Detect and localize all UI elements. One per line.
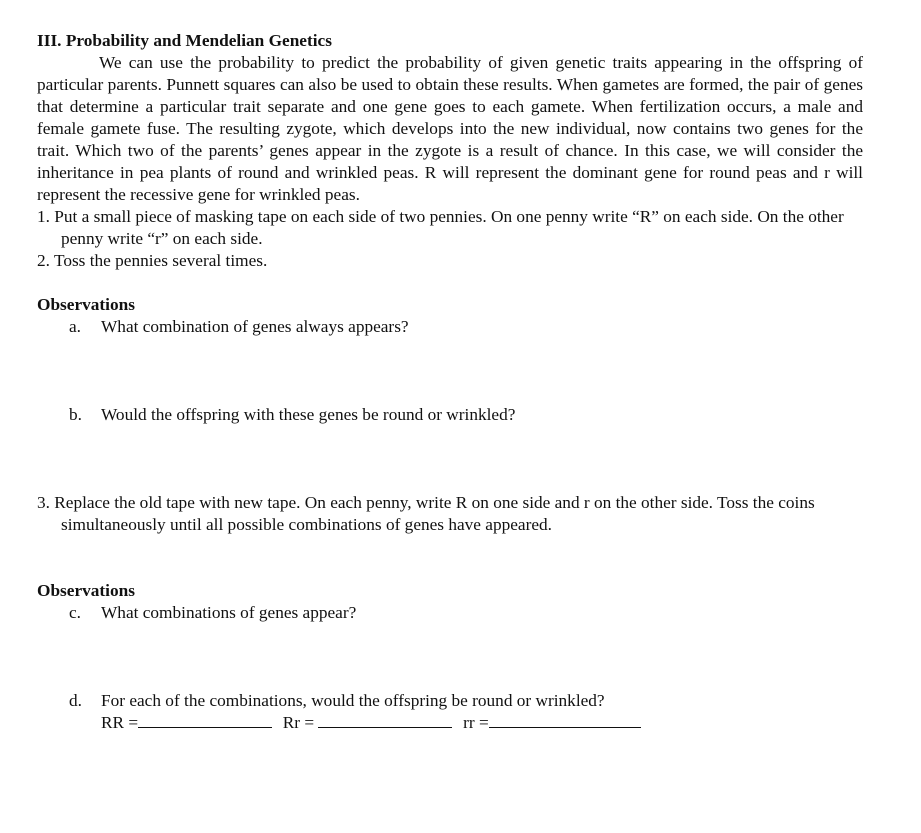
rr-lower-blank[interactable] [489, 712, 641, 728]
rr-upper-blank[interactable] [138, 712, 272, 728]
answer-space-c[interactable] [37, 624, 863, 690]
question-c-letter: c. [69, 603, 81, 622]
section-title: III. Probability and Mendelian Genetics [37, 31, 332, 50]
spacer [37, 536, 863, 580]
question-a-letter: a. [69, 317, 81, 336]
intro-paragraph: We can use the probability to predict the probability of given genetic traits appearing in the offspring of particular parents. Punnett squares can also be used to obtain these results. When gametes are formed, the pair of genes that determine a particular trait separate and one gene goes to each gamete. When fertilization occurs, a male and female gamete fuse. The resulting zygote, which develops into the new individual, now contains two genes for the trait. Which two of the parents’ genes appear in the zygote is a result of chance. In this case, we will consider the inheritance in pea plants of round and wrinkled peas. R will represent the dominant gene for round peas and r will represent the recessive gene for wrinkled peas. [37, 53, 863, 204]
rr-mixed-label: Rr = [282, 713, 315, 732]
question-d-text: For each of the combinations, would the offspring be round or wrinkled? [101, 691, 605, 710]
worksheet-page [37, 30, 863, 734]
observations-heading-2: Observations [37, 581, 135, 600]
step-1: 1. Put a small piece of masking tape on each side of two pennies. On one penny write “R” on each side. On the other penny write “r” on each side. [37, 207, 844, 248]
rr-upper-label: RR = [101, 713, 139, 732]
genotype-answer-line [101, 712, 863, 734]
rr-mixed-blank[interactable] [318, 712, 452, 728]
rr-lower-label: rr = [463, 713, 489, 732]
question-d-letter: d. [69, 691, 82, 710]
question-a-text: What combination of genes always appears? [101, 317, 409, 336]
step-3: 3. Replace the old tape with new tape. On each penny, write R on one side and r on the other side. Toss the coins simultaneously until all possible combinations of genes have appeared. [37, 493, 815, 534]
question-b-letter: b. [69, 405, 82, 424]
question-c [69, 602, 863, 624]
question-d [69, 690, 863, 712]
answer-space-b[interactable] [37, 426, 863, 492]
observations-heading-1: Observations [37, 295, 135, 314]
question-c-text: What combinations of genes appear? [101, 603, 357, 622]
question-b [69, 404, 863, 426]
answer-space-a[interactable] [37, 338, 863, 404]
spacer [37, 272, 863, 294]
question-a [69, 316, 863, 338]
question-b-text: Would the offspring with these genes be round or wrinkled? [101, 405, 516, 424]
step-2: 2. Toss the pennies several times. [37, 251, 268, 270]
